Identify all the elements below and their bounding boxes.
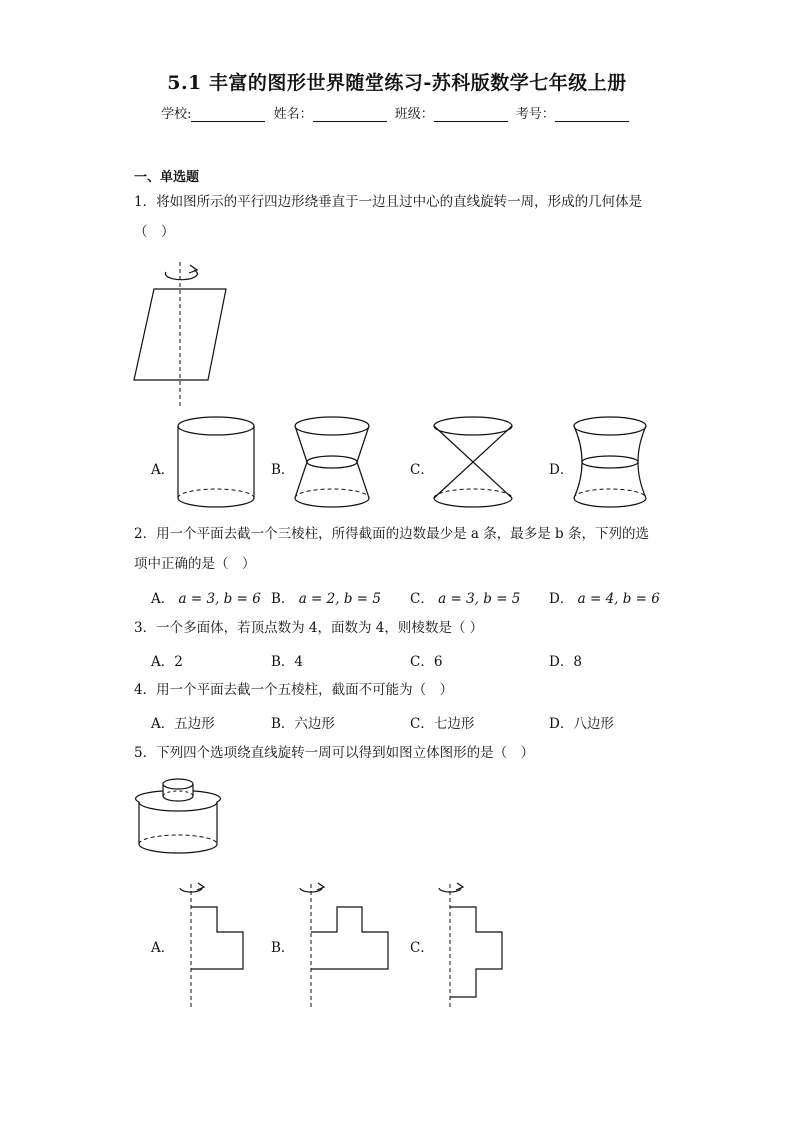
q2-text-line2: 项中正确的是（ ）	[134, 556, 256, 572]
q3-option-b[interactable]: B．4	[271, 654, 304, 670]
q2-option-d-value: a = 4, b = 6	[577, 591, 660, 607]
exam-no-blank[interactable]	[555, 107, 629, 122]
q4-option-a[interactable]: A．五边形	[151, 716, 215, 732]
q5-option-a-label[interactable]: A．	[151, 940, 175, 956]
q4-text: 4．用一个平面去截一个五棱柱，截面不可能为（ ）	[134, 682, 454, 698]
name-blank[interactable]	[313, 107, 387, 122]
exam-no-label: 考号：	[515, 107, 555, 122]
q2-option-a-label: A．	[151, 591, 175, 607]
q2-option-c-label: C．	[410, 591, 434, 607]
q2-text-line1: 2．用一个平面去截一个三棱柱，所得截面的边数最少是 a 条，最多是 b 条，下列的选	[134, 526, 649, 542]
q5-option-c-figure[interactable]	[435, 880, 511, 1012]
q1-option-a-label[interactable]: A．	[151, 462, 175, 478]
q5-text: 5．下列四个选项绕直线旋转一周可以得到如图立体图形的是（ ）	[134, 745, 535, 761]
q1-text-line1: 1．将如图所示的平行四边形绕垂直于一边且过中心的直线旋转一周，形成的几何体是	[134, 194, 643, 210]
q3-option-d[interactable]: D．8	[549, 654, 582, 670]
section-title: 一、单选题	[134, 170, 200, 185]
school-label: 学校:	[161, 107, 192, 122]
class-label: 班级：	[394, 107, 434, 122]
q1-option-d-hyperboloid[interactable]	[570, 416, 650, 512]
q2-option-d-label: D．	[549, 591, 574, 607]
q1-option-c-label[interactable]: C．	[410, 462, 434, 478]
q1-option-d-label[interactable]: D．	[549, 462, 574, 478]
q2-option-b-label: B．	[271, 591, 295, 607]
q5-option-b-label[interactable]: B．	[271, 940, 295, 956]
q3-option-a[interactable]: A．2	[151, 654, 183, 670]
q4-option-c[interactable]: C．七边形	[410, 716, 475, 732]
name-label: 姓名：	[273, 107, 313, 122]
q3-option-c[interactable]: C．6	[410, 654, 443, 670]
q4-option-d[interactable]: D．八边形	[549, 716, 614, 732]
q2-option-d[interactable]	[549, 587, 660, 607]
class-blank[interactable]	[434, 107, 508, 122]
q5-option-a-figure[interactable]	[176, 880, 252, 1012]
q2-option-b-value: a = 2, b = 5	[298, 591, 381, 607]
q5-stacked-cylinder-figure	[135, 778, 221, 862]
q1-parallelogram-figure	[130, 262, 230, 412]
q1-option-c-double-cone[interactable]	[432, 416, 514, 512]
q2-option-c-value: a = 3, b = 5	[438, 591, 521, 607]
q2-option-c[interactable]	[410, 587, 520, 607]
q1-text-line2: （ ）	[134, 224, 175, 240]
student-info-line	[0, 103, 794, 122]
q4-option-b[interactable]: B．六边形	[271, 716, 335, 732]
school-blank[interactable]	[191, 107, 265, 122]
q2-option-b[interactable]	[271, 587, 381, 607]
q1-option-b-label[interactable]: B．	[271, 462, 295, 478]
q5-option-b-figure[interactable]	[296, 880, 396, 1012]
page-title: 5.1 丰富的图形世界随堂练习-苏科版数学七年级上册	[167, 72, 627, 94]
q5-option-c-label[interactable]: C．	[410, 940, 434, 956]
q3-text: 3．一个多面体，若顶点数为 4，面数为 4，则棱数是（ ）	[134, 620, 484, 636]
q2-option-a-value: a = 3, b = 6	[178, 591, 261, 607]
q1-option-b-frustum-pair[interactable]	[292, 416, 372, 512]
q1-option-a-cylinder[interactable]	[176, 416, 256, 512]
q2-option-a[interactable]	[151, 587, 261, 607]
